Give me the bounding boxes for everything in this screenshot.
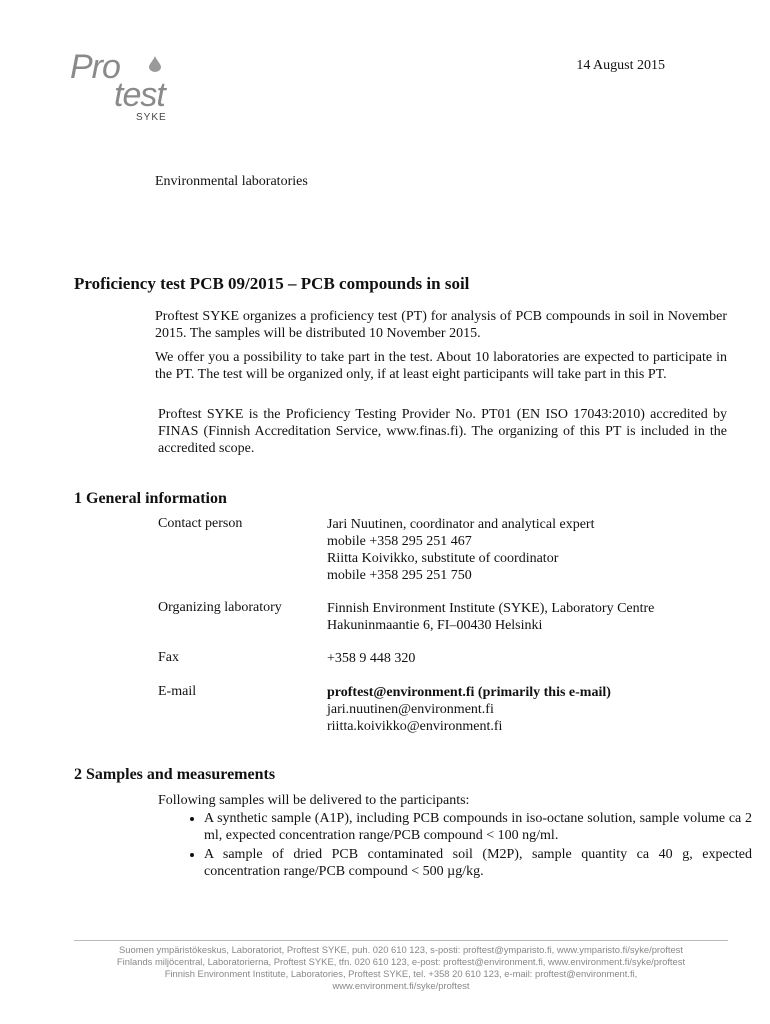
document-title: Proficiency test PCB 09/2015 – PCB compounds in soil	[74, 274, 470, 293]
section-heading-samples: 2 Samples and measurements	[74, 766, 276, 783]
org-line: Finnish Environment Institute (SYKE), Laboratory Centre	[327, 601, 655, 616]
contact-line: mobile +358 295 251 467	[327, 534, 472, 549]
footer	[74, 944, 728, 992]
list-item: • A synthetic sample (A1P), including PCB compounds in iso-octane solution, sample volume ca 2 ml, expected concentration range/PCB compound < 100 ng/ml.	[204, 810, 752, 844]
footer-line-en: Finnish Environment Institute, Laboratories, Proftest SYKE, tel. +358 20 610 123, e-mail: proftest@environment.fi,	[164, 968, 638, 979]
samples-list	[180, 810, 752, 882]
recipient: Environmental laboratories	[155, 174, 308, 189]
list-item: • A sample of dried PCB contaminated soil (M2P), sample quantity ca 40 g, expected concentration range/PCB compound < 500 µg/kg.	[204, 846, 752, 880]
letter-date: 14 August 2015	[576, 58, 665, 73]
org-line: Hakuninmaantie 6, FI–00430 Helsinki	[327, 618, 543, 633]
section-heading-general-information: 1 General information	[74, 490, 227, 507]
droplet-icon	[148, 56, 162, 72]
contact-line: Jari Nuutinen, coordinator and analytical expert	[327, 517, 595, 532]
logo-pro-text: Pro	[70, 48, 120, 86]
email-line: riitta.koivikko@environment.fi	[327, 719, 503, 734]
contact-person-value	[327, 516, 594, 584]
organizing-laboratory-label: Organizing laboratory	[158, 600, 282, 615]
contact-person-label: Contact person	[158, 516, 243, 531]
contact-line: Riitta Koivikko, substitute of coordinator	[327, 551, 559, 566]
contact-line: mobile +358 295 251 750	[327, 568, 472, 583]
logo-syke-text: SYKE	[136, 112, 167, 123]
footer-line-fi: Suomen ympäristökeskus, Laboratoriot, Proftest SYKE, puh. 020 610 123, s-posti: proftest@ymparisto.fi, www.ymparisto.fi/syke/proftest	[119, 944, 683, 955]
intro-paragraph-1: Proftest SYKE organizes a proficiency test (PT) for analysis of PCB compounds in soil in November 2015. The samples will be distributed 10 November 2015.	[155, 309, 727, 341]
intro-paragraph-2: We offer you a possibility to take part in the test. About 10 laboratories are expected to participate in the PT. The test will be organized only, if at least eight participants will take part in this PT.	[155, 350, 727, 382]
fax-value: +358 9 448 320	[327, 651, 416, 666]
footer-line-sv: Finlands miljöcentral, Laboratorierna, Proftest SYKE, tfn. 020 610 123, e-post: proftest@environment.fi, www.environment.fi/syke/proftest	[116, 956, 686, 967]
samples-lead: Following samples will be delivered to the participants:	[158, 793, 470, 808]
fax-label: Fax	[158, 650, 179, 665]
email-value	[327, 684, 611, 735]
proftest-syke-logo	[70, 48, 200, 128]
organizing-laboratory-value	[327, 600, 654, 634]
intro-paragraph-3: Proftest SYKE is the Proficiency Testing Provider No. PT01 (EN ISO 17043:2010) accredited by FINAS (Finnish Accreditation Service, www.finas.fi). The organizing of this PT is included in the accredited scope.	[158, 407, 727, 456]
footer-divider	[74, 940, 728, 941]
footer-line-url: www.environment.fi/syke/proftest	[332, 980, 470, 991]
logo-test-text: test	[114, 76, 165, 114]
email-primary: proftest@environment.fi (primarily this e-mail)	[327, 685, 611, 700]
email-label: E-mail	[158, 684, 197, 699]
email-line: jari.nuutinen@environment.fi	[327, 702, 494, 717]
